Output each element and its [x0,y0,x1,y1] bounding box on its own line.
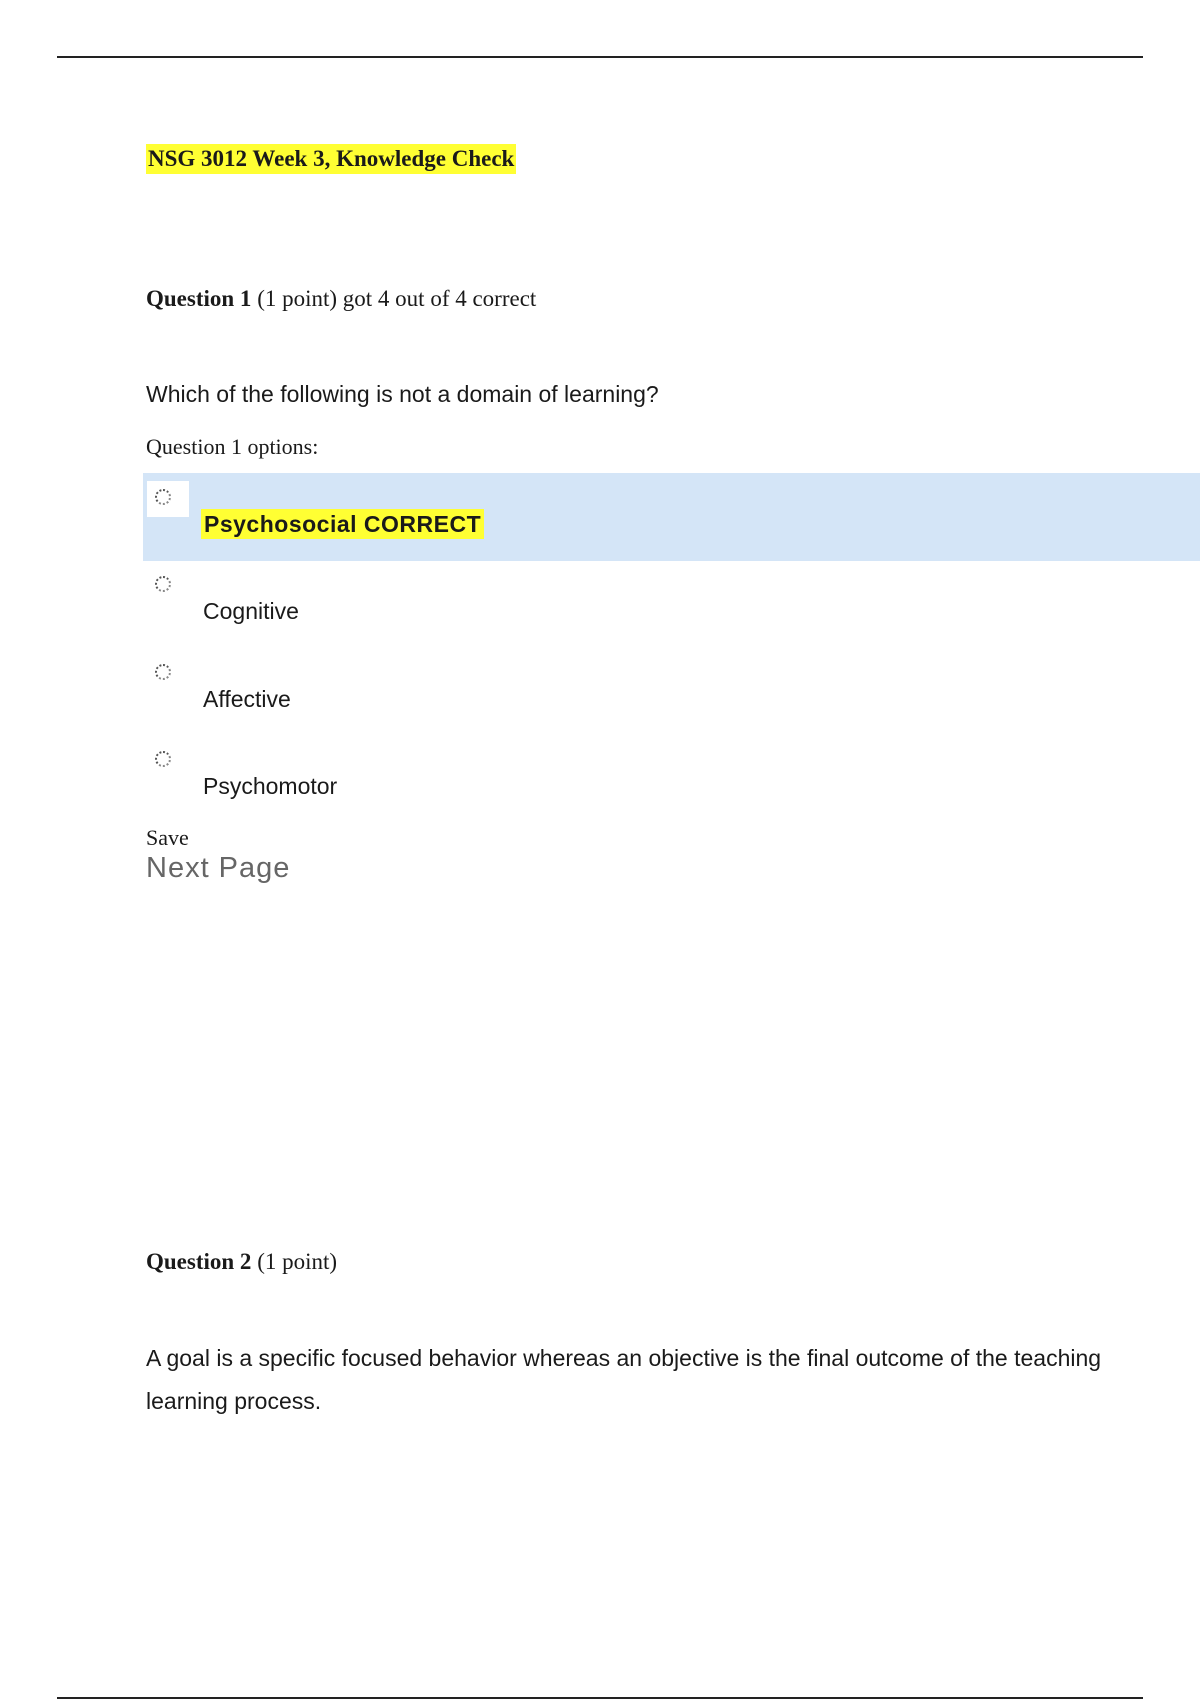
radio-box[interactable] [147,481,189,517]
option-label: Psychosocial CORRECT [201,509,484,539]
next-page-link[interactable]: Next Page [146,852,291,884]
document-title: NSG 3012 Week 3, Knowledge Check [146,144,516,174]
radio-icon[interactable] [155,664,171,680]
question-1-heading [146,284,536,314]
radio-icon[interactable] [155,489,171,505]
bottom-rule [57,1697,1143,1699]
option-label: Affective [203,686,291,712]
radio-box[interactable] [147,743,189,779]
question-1-options-label: Question 1 options: [146,434,319,459]
question-1-label: Question 1 [146,286,252,311]
question-2-meta: (1 point) [257,1249,338,1274]
option-psychosocial[interactable] [143,473,1200,561]
radio-icon[interactable] [155,751,171,767]
option-affective[interactable] [143,648,1200,736]
radio-icon[interactable] [155,576,171,592]
top-rule [57,56,1143,58]
question-2-heading [146,1247,337,1277]
option-cognitive[interactable] [143,560,1200,648]
question-1-meta: (1 point) got 4 out of 4 correct [257,286,537,311]
radio-box[interactable] [147,656,189,692]
option-label: Cognitive [203,598,299,624]
question-1-text: Which of the following is not a domain of learning? [146,381,659,407]
question-2-text: A goal is a specific focused behavior whereas an objective is the final outcome of the teaching learning process. [146,1345,1102,1414]
option-label: Psychomotor [203,773,338,799]
save-button[interactable]: Save [146,825,189,850]
option-psychomotor[interactable] [143,735,1200,823]
question-2-label: Question 2 [146,1249,252,1274]
radio-box[interactable] [147,568,189,604]
